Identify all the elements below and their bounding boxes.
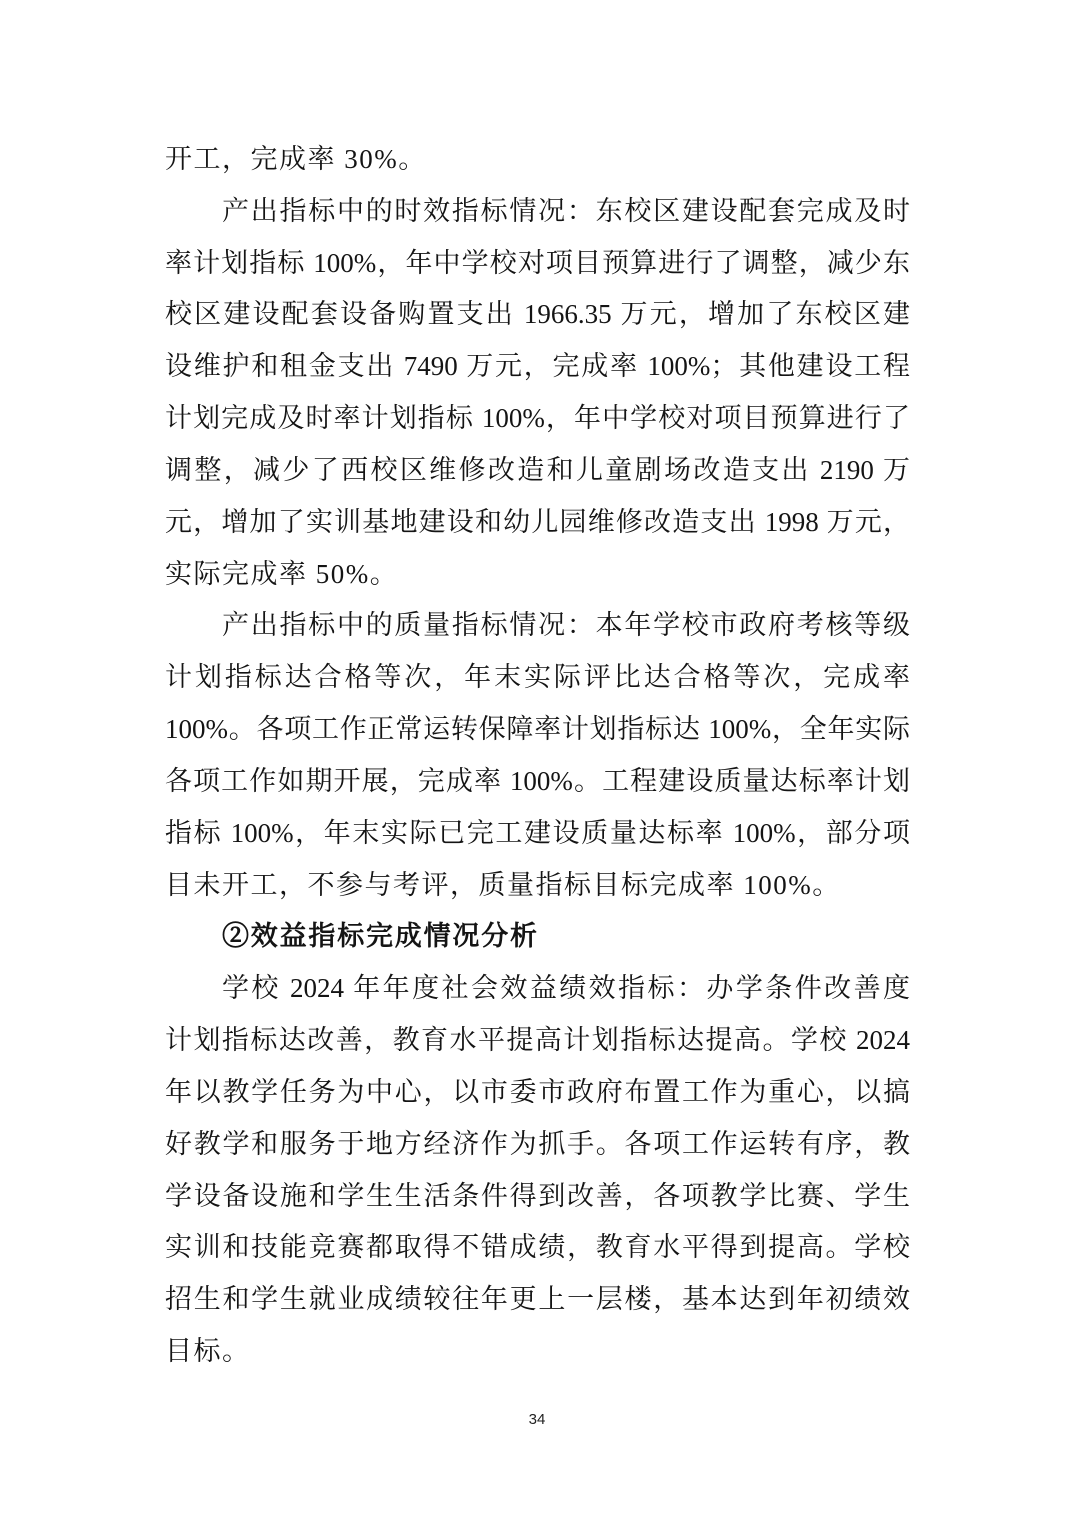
continuation-paragraph <box>165 134 910 186</box>
paragraph-line: 指标 100%，年末实际已完工建设质量达标率 100%，部分项 <box>165 817 910 848</box>
paragraph-line: 设维护和租金支出 7490 万元，完成率 100%；其他建设工程 <box>165 351 910 382</box>
timeliness-indicator-paragraph <box>165 186 910 601</box>
paragraph-line: 产出指标中的质量指标情况：本年学校市政府考核等级 <box>222 610 910 641</box>
paragraph-line: 学设备设施和学生生活条件得到改善，各项教学比赛、学生 <box>165 1180 910 1211</box>
paragraph-line: 目标。 <box>165 1336 251 1367</box>
benefit-analysis-paragraph <box>165 963 910 1378</box>
paragraph-line: 计划指标达合格等次，年末实际评比达合格等次，完成率 <box>165 662 910 693</box>
paragraph-line: 产出指标中的时效指标情况：东校区建设配套完成及时 <box>222 195 910 226</box>
paragraph-line: 调整，减少了西校区维修改造和儿童剧场改造支出 2190 万 <box>165 454 910 485</box>
paragraph-line: 目未开工，不参与考评，质量指标目标完成率 100%。 <box>165 869 841 900</box>
paragraph-line: 元，增加了实训基地建设和幼儿园维修改造支出 1998 万元， <box>165 506 910 537</box>
section-heading: ②效益指标完成情况分析 <box>222 921 539 952</box>
paragraph-line: 实际完成率 50%。 <box>165 558 399 589</box>
paragraph-line: 率计划指标 100%，年中学校对项目预算进行了调整，减少东 <box>165 247 910 278</box>
paragraph-line: 计划完成及时率计划指标 100%，年中学校对项目预算进行了 <box>165 403 910 434</box>
paragraph-line: 招生和学生就业成绩较往年更上一层楼，基本达到年初绩效 <box>165 1284 910 1315</box>
paragraph-line: 学校 2024 年年度社会效益绩效指标：办学条件改善度 <box>222 973 910 1004</box>
benefit-section <box>165 911 910 963</box>
page-number: 34 <box>528 1411 546 1428</box>
paragraph-line: 实训和技能竞赛都取得不错成绩，教育水平得到提高。学校 <box>165 1232 910 1263</box>
paragraph-line: 年以教学任务为中心，以市委市政府布置工作为重心，以搞 <box>165 1076 910 1107</box>
paragraph-line: 校区建设配套设备购置支出 1966.35 万元，增加了东校区建 <box>165 299 910 330</box>
quality-indicator-paragraph <box>165 600 910 911</box>
paragraph-line: 100%。各项工作正常运转保障率计划指标达 100%，全年实际 <box>165 714 910 745</box>
paragraph-line: 计划指标达改善，教育水平提高计划指标达提高。学校 2024 <box>165 1025 910 1056</box>
paragraph-line: 各项工作如期开展，完成率 100%。工程建设质量达标率计划 <box>165 765 910 796</box>
paragraph-line: 好教学和服务于地方经济作为抓手。各项工作运转有序，教 <box>165 1128 910 1159</box>
paragraph-line: 开工，完成率 30%。 <box>165 144 427 174</box>
page-body <box>165 134 910 1378</box>
